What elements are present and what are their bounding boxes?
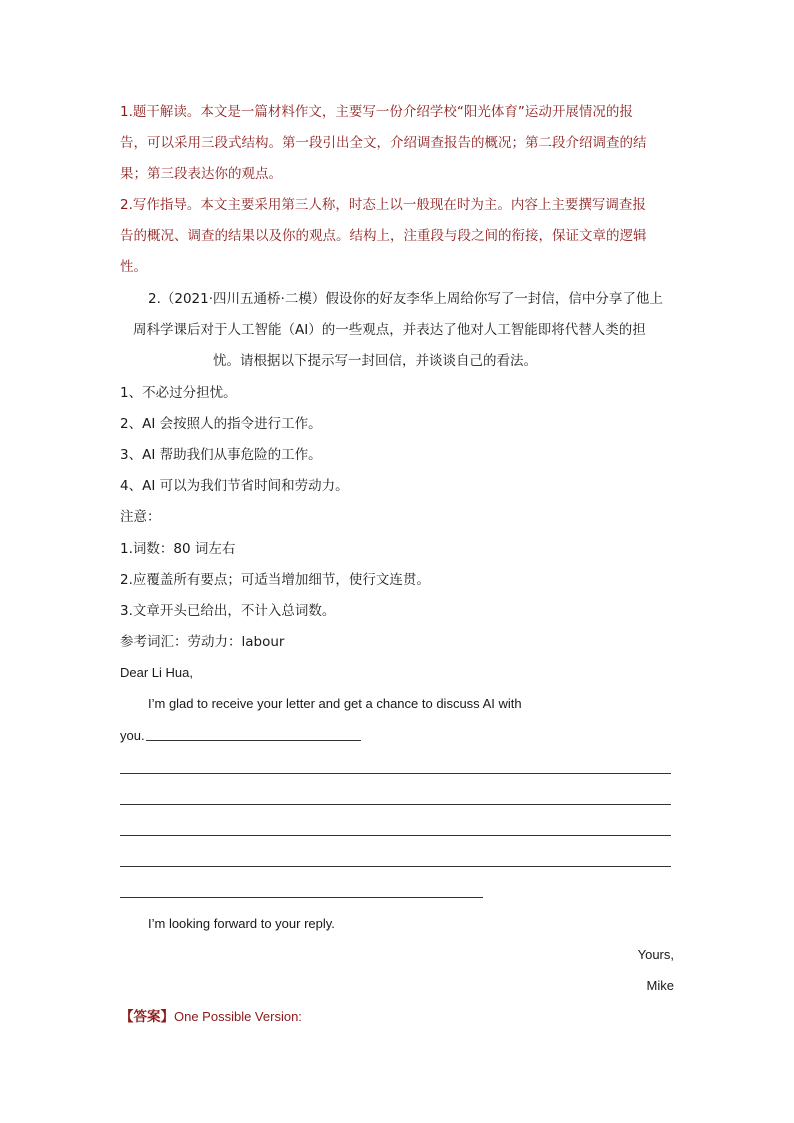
note-2: 2.应覆盖所有要点；可适当增加细节，使行文连贯。 [120, 572, 430, 588]
tip1-line3: 果；第三段表达你的观点。 [120, 166, 282, 182]
note-3: 3.文章开头已给出，不计入总词数。 [120, 603, 336, 619]
letter-greeting: Dear Li Hua, [120, 665, 193, 680]
answer-text: One Possible Version: [174, 1009, 302, 1024]
letter-signoff: Yours, [637, 947, 674, 962]
question-line2: 周科学课后对于人工智能（AI）的一些观点，并表达了他对人工智能即将代替人类的担 [133, 322, 646, 338]
point-3: 3、AI 帮助我们从事危险的工作。 [120, 447, 322, 463]
tip1-line2: 告，可以采用三段式结构。第一段引出全文，介绍调查报告的概况；第二段介绍调查的结 [120, 135, 647, 151]
point-4: 4、AI 可以为我们节省时间和劳动力。 [120, 478, 349, 494]
writing-blank-line-5 [120, 897, 483, 898]
point-2: 2、AI 会按照人的指令进行工作。 [120, 416, 322, 432]
writing-blank-line-4 [120, 866, 671, 867]
writing-blank-line-2 [120, 804, 671, 805]
tip2-line3: 性。 [120, 259, 147, 275]
writing-blank-line-0 [146, 740, 361, 741]
letter-signature: Mike [646, 978, 674, 993]
letter-opening-cont: you. [120, 728, 145, 743]
letter-opening: I’m glad to receive your letter and get a chance to discuss AI with [148, 696, 522, 711]
writing-blank-line-3 [120, 835, 671, 836]
tip1-line1: 1.题干解读。本文是一篇材料作文，主要写一份介绍学校“阳光体育”运动开展情况的报 [120, 104, 633, 120]
writing-blank-line-1 [120, 773, 671, 774]
question-line1: 2.（2021·四川五通桥·二模）假设你的好友李华上周给你写了一封信，信中分享了他上 [148, 291, 663, 307]
tip2-line1: 2.写作指导。本文主要采用第三人称，时态上以一般现在时为主。内容上主要撰写调查报 [120, 197, 646, 213]
letter-closing: I’m looking forward to your reply. [148, 916, 335, 931]
vocab-hint: 参考词汇：劳动力：labour [120, 634, 285, 650]
tip2-line2: 告的概况、调查的结果以及你的观点。结构上，注重段与段之间的衔接，保证文章的逻辑 [120, 228, 647, 244]
notes-heading: 注意： [120, 509, 161, 525]
point-1: 1、不必过分担忧。 [120, 385, 237, 401]
answer-label: 【答案】 [120, 1009, 174, 1025]
note-1: 1.词数：80 词左右 [120, 541, 236, 557]
answer-heading [120, 1007, 302, 1027]
question-line3: 忧。请根据以下提示写一封回信，并谈谈自己的看法。 [213, 353, 537, 369]
